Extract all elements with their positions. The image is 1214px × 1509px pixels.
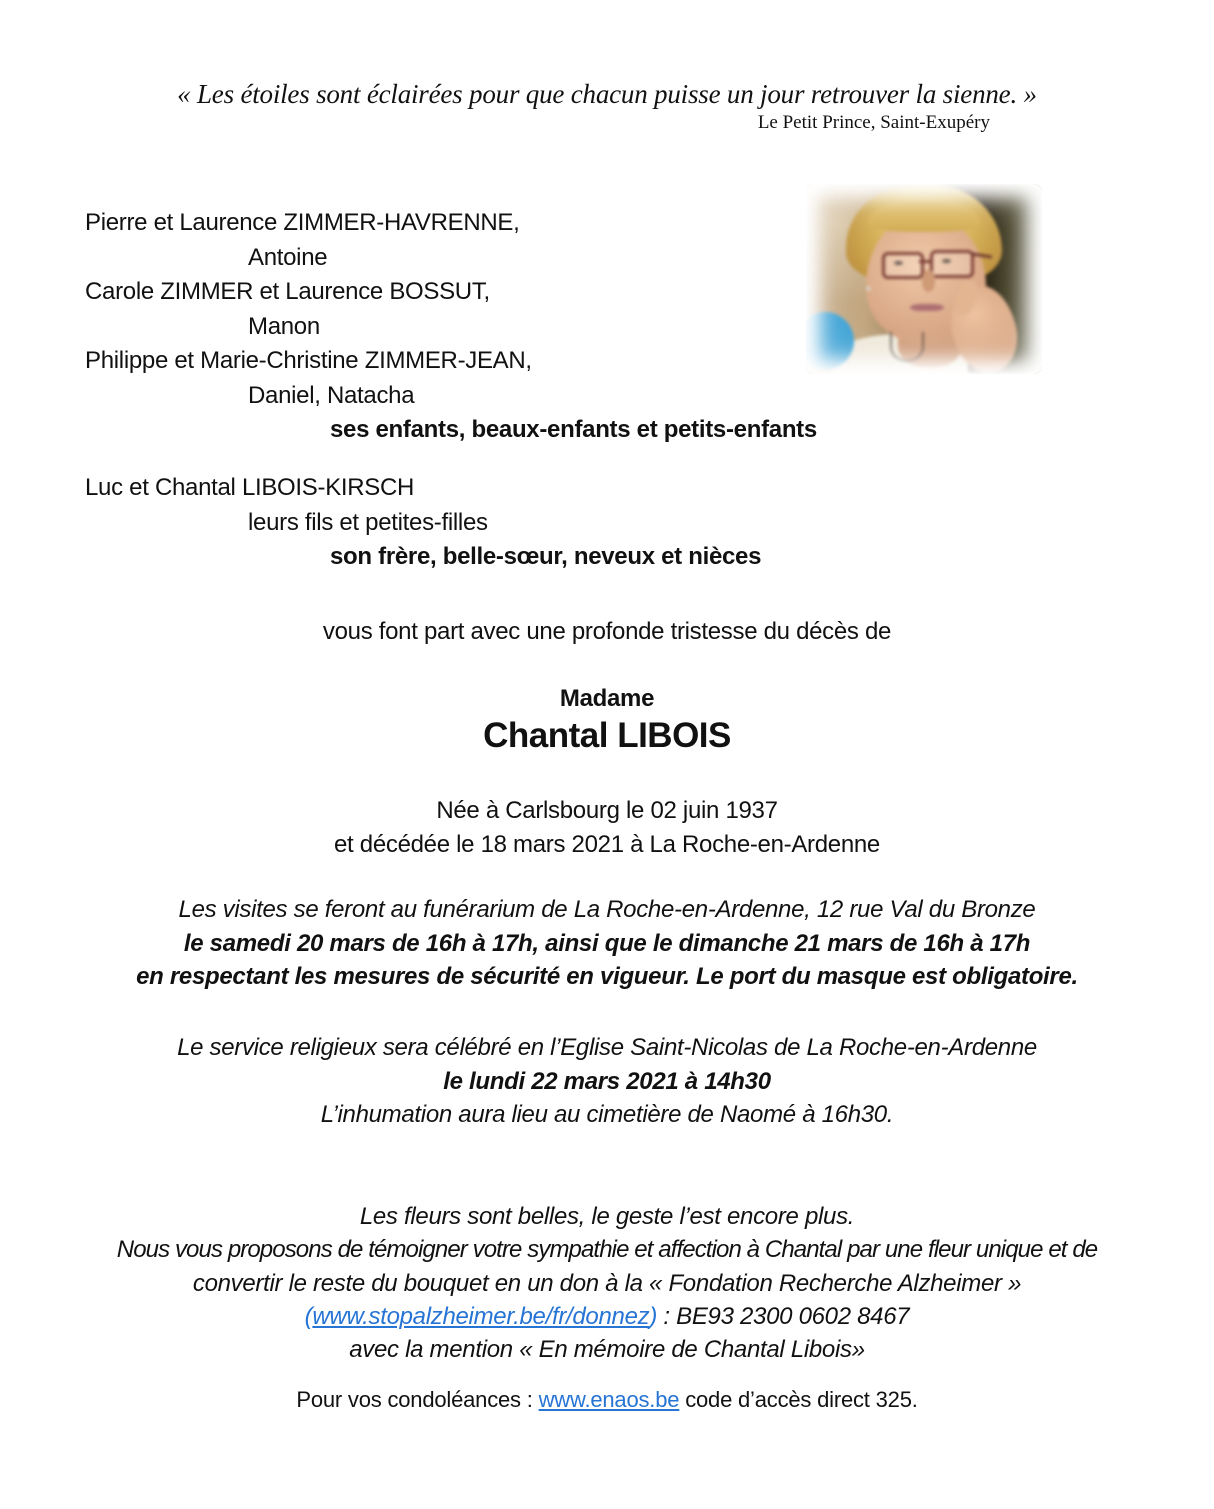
- flowers-line: Nous vous proposons de témoigner votre sympathie et affection à Chantal par une fleur unique et de: [116, 1236, 1098, 1264]
- visits-schedule-line: le samedi 20 mars de 16h à 17h, ainsi que le dimanche 21 mars de 16h à 17h: [183, 929, 1031, 957]
- deceased-name: Chantal LIBOIS: [483, 716, 731, 755]
- service-line: Le service religieux sera célébré en l’Eglise Saint-Nicolas de La Roche-en-Ardenne: [177, 1034, 1037, 1061]
- photo-feathered-edge: [806, 184, 1042, 374]
- visits-block: [0, 893, 1214, 994]
- donation-account-number: : BE93 2300 0602 8467: [657, 1302, 910, 1330]
- family-block: [85, 206, 817, 448]
- birth-line: Née à Carlsbourg le 02 juin 1937: [436, 797, 778, 824]
- burial-line: L’inhumation aura lieu au cimetière de Naomé à 16h30.: [320, 1101, 894, 1128]
- donation-paren-close: ): [649, 1302, 658, 1330]
- deceased-title: Madame: [559, 685, 655, 712]
- relatives-block: [85, 471, 761, 575]
- life-dates-block: [0, 794, 1214, 862]
- quote-text: « Les étoiles sont éclairées pour que chacun puisse un jour retrouver la sienne. »: [177, 79, 1037, 109]
- flowers-block: [0, 1200, 1214, 1366]
- family-line: Pierre et Laurence ZIMMER-HAVRENNE,: [85, 209, 520, 236]
- visits-line: Les visites se feront au funérarium de La Roche-en-Ardenne, 12 rue Val du Bronze: [178, 896, 1036, 923]
- condolences-line: [0, 1385, 1214, 1415]
- service-block: [0, 1031, 1214, 1132]
- condolences-suffix: code d’accès direct 325.: [679, 1387, 918, 1412]
- family-line: Carole ZIMMER et Laurence BOSSUT,: [85, 278, 490, 305]
- announcement-text: vous font part avec une profonde tristesse du décès de: [322, 618, 892, 645]
- service-datetime-line: le lundi 22 mars 2021 à 14h30: [443, 1067, 771, 1095]
- flowers-line: convertir le reste du bouquet en un don à la « Fondation Recherche Alzheimer »: [192, 1269, 1022, 1297]
- family-line: Manon: [248, 312, 320, 340]
- mention-line: avec la mention « En mémoire de Chantal Libois»: [349, 1336, 865, 1364]
- family-line: Daniel, Natacha: [248, 381, 415, 409]
- enaos-link[interactable]: www.enaos.be: [538, 1387, 680, 1412]
- donation-line: [0, 1300, 1214, 1333]
- relatives-line: Luc et Chantal LIBOIS-KIRSCH: [85, 474, 415, 501]
- death-line: et décédée le 18 mars 2021 à La Roche-en-Ardenne: [334, 831, 880, 858]
- family-line: Antoine: [248, 243, 328, 271]
- condolences-prefix: Pour vos condoléances :: [296, 1387, 539, 1412]
- flowers-line: Les fleurs sont belles, le geste l’est encore plus.: [359, 1203, 855, 1230]
- family-relation-label: ses enfants, beaux-enfants et petits-enfants: [330, 416, 817, 443]
- relatives-relation-label: son frère, belle-sœur, neveux et nièces: [330, 543, 762, 570]
- family-line: Philippe et Marie-Christine ZIMMER-JEAN,: [85, 347, 532, 374]
- visits-safety-line: en respectant les mesures de sécurité en vigueur. Le port du masque est obligatoire.: [136, 963, 1078, 990]
- stopalzheimer-link[interactable]: www.stopalzheimer.be/fr/donnez: [312, 1302, 650, 1330]
- quote-attribution: Le Petit Prince, Saint-Exupéry: [757, 112, 990, 133]
- donation-paren-open: (: [304, 1302, 313, 1330]
- portrait-photo: [806, 184, 1042, 374]
- relatives-line: leurs fils et petites-filles: [248, 508, 488, 536]
